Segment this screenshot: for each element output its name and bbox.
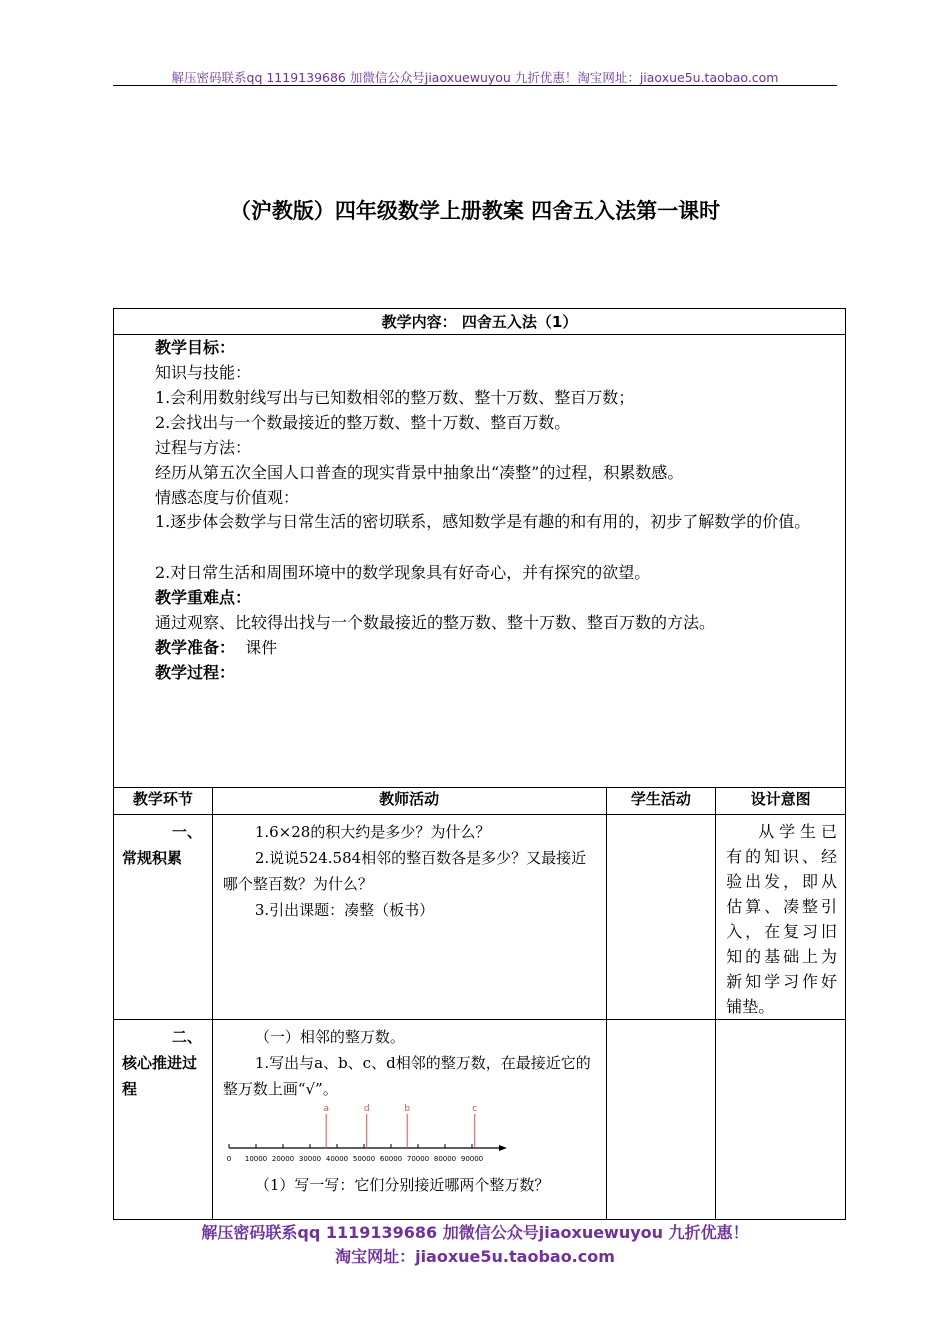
knowledge-label: 知识与技能： <box>155 363 252 382</box>
tick-label: 30000 <box>298 1155 321 1163</box>
footer-watermark-2: 淘宝网址：jiaoxue5u.taobao.com <box>335 1247 615 1266</box>
arrow-icon <box>499 1145 507 1151</box>
header-stage: 教学环节 <box>114 788 213 815</box>
knowledge-item-2: 2.会找出与一个数最接近的整万数、整十万数、整百万数。 <box>155 413 571 432</box>
header-divider <box>113 85 837 86</box>
student-cell <box>606 1020 716 1220</box>
teacher-line: 3.引出课题：凑整（板书） <box>254 901 435 919</box>
design-text: 从学生已有的知识、经验出发，即从估算、凑整引入，在复习旧知的基础上为新知学习作好铺垫。 <box>726 822 837 1016</box>
marker-label: d <box>363 1104 370 1114</box>
teacher-line: 1.6×28的积大约是多少？为什么？ <box>254 823 491 841</box>
emotion-label: 情感态度与价值观： <box>155 488 300 507</box>
footer-watermark-1: 解压密码联系qq 1119139686 加微信公众号jiaoxuewuyou 九折优惠！ <box>201 1223 749 1242</box>
stage-name: 核心推进过程 <box>122 1054 198 1098</box>
stage-cell <box>114 1020 213 1220</box>
stage-name: 常规积累 <box>122 849 183 867</box>
design-cell <box>716 1020 846 1220</box>
tick-label: 60000 <box>379 1155 402 1163</box>
teacher-line: （1）写一写：它们分别接近哪两个整万数？ <box>254 1176 550 1194</box>
tick-label: 40000 <box>325 1155 348 1163</box>
lesson-table <box>113 787 846 1220</box>
number-line-figure <box>223 1102 598 1172</box>
stage-number: 一、 <box>171 823 202 841</box>
tick-label: 80000 <box>433 1155 456 1163</box>
header-watermark: 解压密码联系qq 1119139686 加微信公众号jiaoxuewuyou 九折优惠！淘宝网址：jiaoxue5u.taobao.com <box>171 70 779 85</box>
marker-label: a <box>323 1104 329 1114</box>
number-line <box>223 1102 513 1172</box>
objectives-label: 教学目标： <box>155 338 236 357</box>
stage-cell <box>114 815 213 1020</box>
proc-label: 教学过程： <box>155 663 236 682</box>
key-text: 通过观察、比较得出找与一个数最接近的整万数、整十万数、整百万数的方法。 <box>155 613 716 632</box>
table-header-row <box>114 788 846 815</box>
tick-label: 0 <box>226 1155 232 1163</box>
student-cell <box>606 815 716 1020</box>
tick-label: 20000 <box>271 1155 294 1163</box>
header-teacher: 教师活动 <box>212 788 606 815</box>
key-label: 教学重难点： <box>155 588 252 607</box>
marker-label: c <box>472 1104 478 1114</box>
tick-label: 70000 <box>406 1155 429 1163</box>
tick-label: 50000 <box>352 1155 375 1163</box>
content-heading: 教学内容： 四舍五入法（1） <box>113 308 846 335</box>
process-label: 过程与方法： <box>155 438 252 457</box>
table-row <box>114 815 846 1020</box>
header-student: 学生活动 <box>606 788 716 815</box>
teacher-line: 2.说说524.584相邻的整百数各是多少？又最接近哪个整百数？为什么？ <box>222 849 587 893</box>
design-cell <box>716 815 846 1020</box>
knowledge-item-1: 1.会利用数射线写出与已知数相邻的整万数、整十万数、整百万数； <box>155 388 635 407</box>
teacher-cell <box>212 815 606 1020</box>
emotion-item-2: 2.对日常生活和周围环境中的数学现象具有好奇心，并有探究的欲望。 <box>155 563 651 582</box>
prep-label: 教学准备： <box>155 638 236 657</box>
prep-text: 课件 <box>245 638 278 657</box>
emotion-item-1: 1.逐步体会数学与日常生活的密切联系，感知数学是有趣的和有用的，初步了解数学的价值。 <box>155 512 811 531</box>
teacher-line: （一）相邻的整万数。 <box>254 1028 405 1046</box>
tick-label: 90000 <box>460 1155 483 1163</box>
table-row <box>114 1020 846 1220</box>
prep-line <box>155 637 277 659</box>
page-title: （沪教版）四年级数学上册教案 四舍五入法第一课时 <box>229 199 721 223</box>
teacher-cell <box>212 1020 606 1220</box>
teacher-line: 1.写出与a、b、c、d相邻的整万数，在最接近它的整万数上画“√”。 <box>222 1054 591 1098</box>
header-design: 设计意图 <box>716 788 846 815</box>
marker-label: b <box>404 1104 410 1114</box>
stage-number: 二、 <box>171 1028 202 1046</box>
process-text: 经历从第五次全国人口普查的现实背景中抽象出“凑整”的过程，积累数感。 <box>155 463 684 482</box>
tick-label: 10000 <box>244 1155 267 1163</box>
